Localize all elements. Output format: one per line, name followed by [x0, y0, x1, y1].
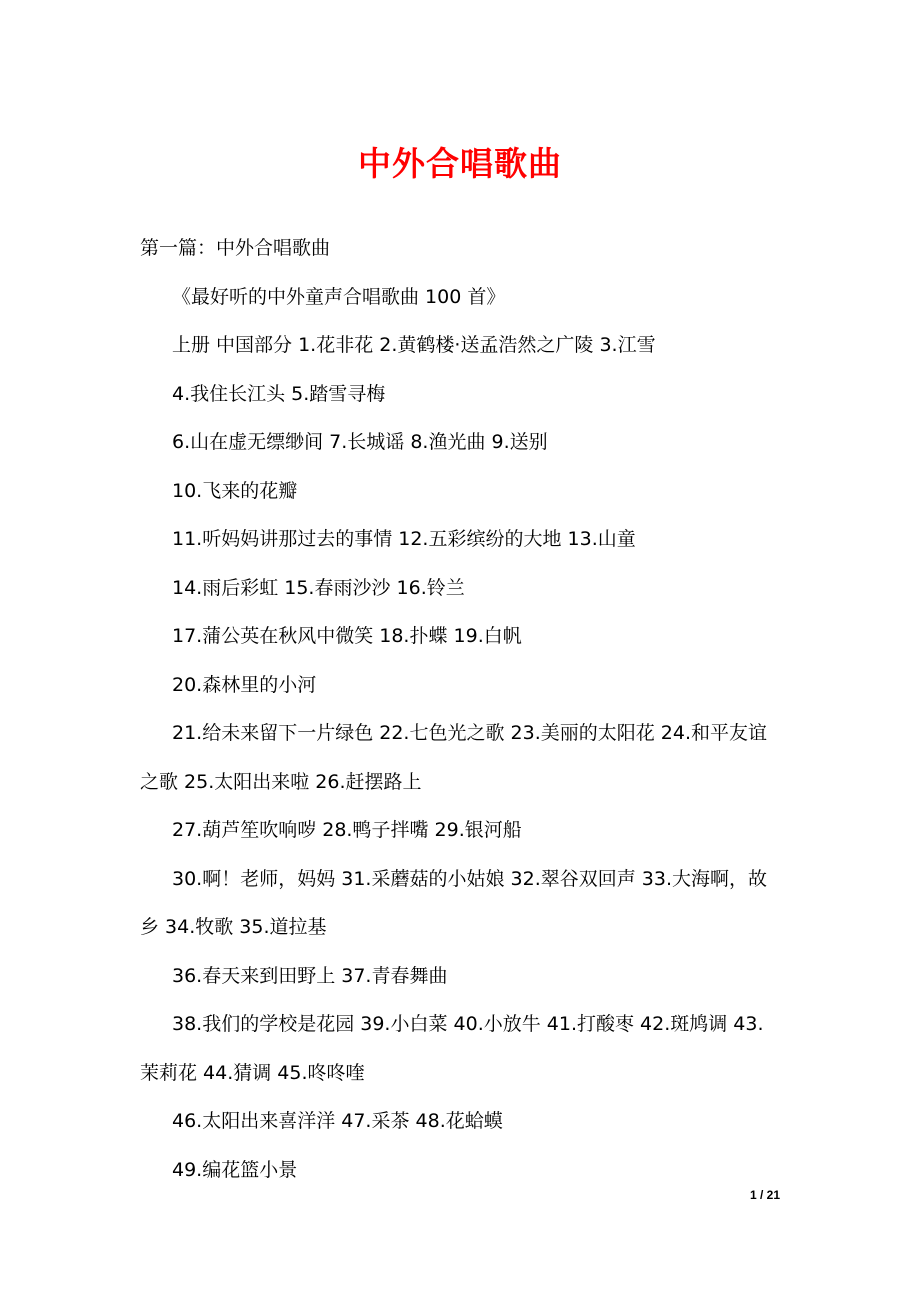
paragraph: 10.飞来的花瓣 [172, 479, 298, 502]
paragraph: 第一篇：中外合唱歌曲 [140, 237, 331, 259]
paragraph: 30.啊！老师，妈妈 31.采蘑菇的小姑娘 32.翠谷双回声 33.大海啊，故乡 34.牧歌 35.道拉基 [140, 867, 767, 938]
paragraph: 21.给未来留下一片绿色 22.七色光之歌 23.美丽的太阳花 24.和平友谊之歌 25.太阳出来啦 26.赶摆路上 [140, 722, 767, 793]
document-body [140, 224, 780, 1194]
paragraph: 38.我们的学校是花园 39.小白菜 40.小放牛 41.打酸枣 42.斑鸠调 43.茉莉花 44.猜调 45.咚咚喹 [140, 1013, 764, 1084]
paragraph: 4.我住长江头 5.踏雪寻梅 [172, 382, 386, 405]
paragraph: 14.雨后彩虹 15.春雨沙沙 16.铃兰 [172, 576, 465, 599]
paragraph: 11.听妈妈讲那过去的事情 12.五彩缤纷的大地 13.山童 [172, 528, 636, 550]
paragraph: 17.蒲公英在秋风中微笑 18.扑蝶 19.白帆 [172, 625, 522, 647]
paragraph: 《最好听的中外童声合唱歌曲 100 首》 [172, 285, 506, 308]
paragraph: 上册 中国部分 1.花非花 2.黄鹤楼·送孟浩然之广陵 3.江雪 [172, 334, 656, 356]
paragraph: 49.编花篮小景 [172, 1158, 298, 1181]
paragraph: 20.森林里的小河 [172, 673, 317, 696]
paragraph: 36.春天来到田野上 37.青春舞曲 [172, 964, 448, 987]
paragraph: 6.山在虚无缥缈间 7.长城谣 8.渔光曲 9.送别 [172, 431, 548, 453]
document-title: 中外合唱歌曲 [358, 144, 562, 183]
paragraph: 27.葫芦笙吹响哕 28.鸭子拌嘴 29.银河船 [172, 819, 522, 841]
paragraph: 46.太阳出来喜洋洋 47.采茶 48.花蛤蟆 [172, 1110, 503, 1132]
page-number: 1 / 21 [749, 1188, 780, 1202]
